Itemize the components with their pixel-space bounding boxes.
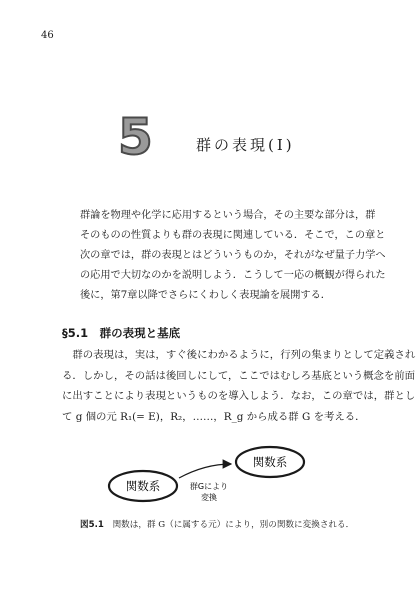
arrow-label-line1: 群Gにより [189,482,229,491]
body-line: て g 個の元 R₁(= E)，R₂，……，R_g から成る群 G を考える． [62,410,366,423]
transform-arrow [179,464,231,478]
section-body [62,345,416,427]
figure-diagram [95,440,345,520]
arrow-label-line2: 変換 [201,493,217,502]
figure-caption [80,518,380,530]
page-number: 46 [41,30,54,41]
figure-caption-text: 関数は，群 G（に属する元）により，別の関数に変換される． [112,520,355,530]
chapter-number-graphic [112,108,162,166]
intro-line: そのものの性質よりも群の表現に関連している．そこで，この章と [80,230,386,241]
body-line: る．しかし，その話は後回しにして，ここではむしろ基底という概念を前面 [62,369,416,382]
chapter-intro [80,206,386,306]
intro-line: 群論を物理や化学に応用するという場合，その主要な部分は，群 [80,210,376,221]
intro-line: 後に，第7章以降でさらにくわしく表現論を展開する． [80,290,331,301]
chapter-number: 5 [118,108,153,166]
chapter-title: 群の表現(I) [196,136,295,154]
intro-line: の応用で大切なのかを説明しよう．こうして一応の概観が得られた [80,270,386,281]
body-line: に出すことにより表現というものを導入しよう．なお，この章では，群とし [62,390,416,402]
body-line: 群の表現は，実は，すぐ後にわかるように，行列の集まりとして定義され [62,349,416,361]
figure-label: 図5.1 [80,520,104,530]
section-heading: §5.1 群の表現と基底 [62,326,181,340]
right-function-system-label: 関数系 [252,455,288,469]
left-function-system-label: 関数系 [125,479,161,493]
intro-line: 次の章では，群の表現とはどういうものか，それがなぜ量子力学へ [80,250,386,261]
